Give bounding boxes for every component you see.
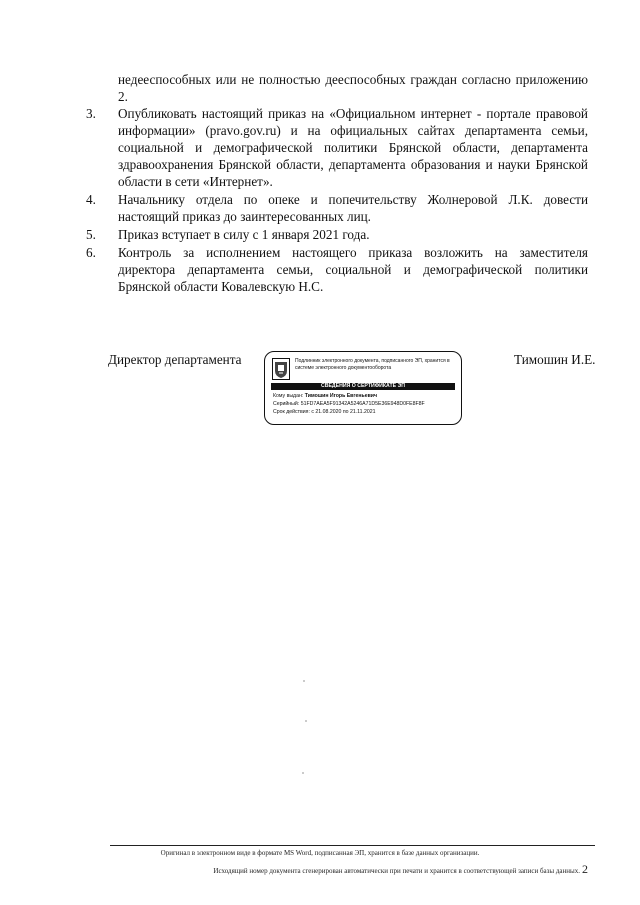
order-item: [86, 226, 588, 243]
issued-label: Кому выдан:: [273, 393, 304, 399]
validity-value: с 21.08.2020 по 21.11.2021: [311, 409, 376, 415]
stamp-header: Подлинник электронного документа, подписанного ЭП, хранится в системе электронного документооборота: [295, 358, 450, 371]
footer-number-text: Исходящий номер документа сгенерирован автоматически при печати и хранится в соответствующей записи базы данных.: [213, 867, 580, 875]
item-number: 6.: [86, 245, 96, 260]
issued-to: Тимошин Игорь Евгеньевич: [304, 393, 377, 399]
serial-label: Серийный:: [273, 401, 300, 407]
scan-speck: [302, 772, 304, 774]
order-items-list: [86, 105, 588, 296]
footer-number-note: [118, 862, 588, 877]
scan-speck: [305, 720, 307, 722]
validity-label: Срок действия:: [273, 409, 310, 415]
signatory-position: Директор департамента: [108, 352, 242, 367]
footer-original-note: Оригинал в электронном виде в формате MS Word, подписанная ЭП, хранится в базе данных организации.: [160, 849, 480, 857]
item-number: 3.: [86, 106, 96, 121]
item-text: Контроль за исполнением настоящего приказа возложить на заместителя директора департамента семьи, социальной и демографической политики Брянской области Ковалевскую Н.С.: [118, 245, 588, 294]
stamp-title: СВЕДЕНИЯ О СЕРТИФИКАТЕ ЭП: [271, 383, 455, 390]
serial-value: 51FD7AEA5F91342A5246A71D5E36E948D0FE8F8F: [300, 401, 425, 407]
coat-of-arms-icon: [272, 358, 290, 380]
item-2-continuation: недееспособных или не полностью дееспособных граждан согласно приложению 2.: [118, 72, 588, 104]
scan-speck: [303, 680, 305, 682]
stamp-validity-row: [273, 409, 376, 415]
item-number: 5.: [86, 227, 96, 242]
order-item: [86, 105, 588, 190]
stamp-issued-row: [273, 393, 377, 399]
order-item: [86, 191, 588, 225]
item-text: Начальнику отдела по опеке и попечительству Жолнеровой Л.К. довести настоящий приказ до заинтересованных лиц.: [118, 192, 588, 224]
order-item: [86, 244, 588, 295]
signatory-name: Тимошин И.Е.: [514, 352, 596, 367]
footer-divider: [110, 845, 595, 846]
page-number: 2: [582, 862, 588, 876]
stamp-serial-row: [273, 401, 425, 407]
e-signature-stamp: [264, 351, 462, 425]
item-text: Приказ вступает в силу с 1 января 2021 года.: [118, 227, 370, 242]
item-text: Опубликовать настоящий приказ на «Официальном интернет - портале правовой информации» (pravo.gov.ru) и на официальных сайтах департамента семьи, социальной и демографической политики Брянской области, департамента здравоохранения Брянской области, департамента образования и науки Брянской области в сети «Интернет».: [118, 106, 588, 189]
item-number: 4.: [86, 192, 96, 207]
